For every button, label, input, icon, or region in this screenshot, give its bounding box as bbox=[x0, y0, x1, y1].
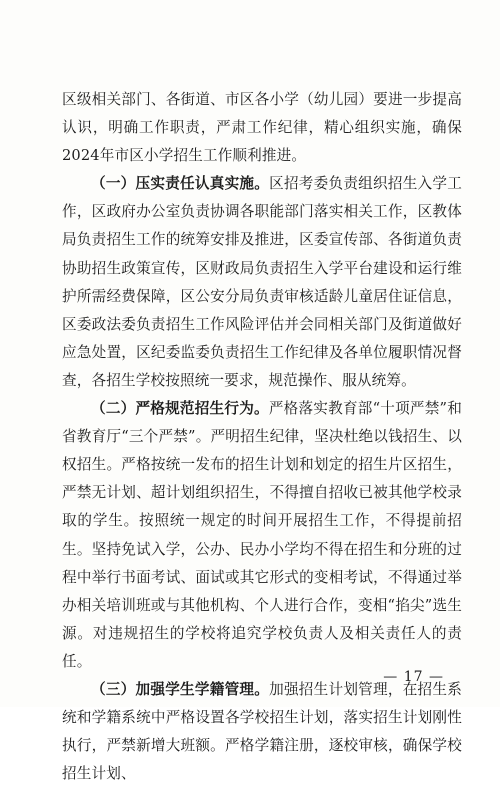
section-3 bbox=[62, 676, 462, 788]
section-2 bbox=[62, 395, 462, 676]
section-2-body: 严格落实教育部“十项严禁”和省教育厅“三个严禁”。严明招生纪律，坚决杜绝以钱招生、以权招生。严格按统一发布的招生计划和划定的招生片区招生，严禁无计划、超计划组织招生，不得擅自招收已被其他学校录取的学生。按照统一规定的时间开展招生工作，不得提前招生。坚持免试入学，公办、民办小学均不得在招生和分班的过程中举行书面考试、面试或其它形式的变相考试，不得通过举办相关培训班或与其他机构、个人进行合作，变相“掐尖”选生源。对违规招生的学校将追究学校负责人及相关责任人的责任。 bbox=[62, 400, 462, 670]
section-1-paragraph bbox=[62, 170, 462, 395]
intro-text: 区级相关部门、各街道、市区各小学（幼儿园）要进一步提高认识，明确工作职责，严肃工作纪律，精心组织实施，确保2024年市区小学招生工作顺利推进。 bbox=[62, 91, 462, 165]
section-2-heading: （二）严格规范招生行为。 bbox=[91, 400, 269, 418]
section-1-heading: （一）压实责任认真实施。 bbox=[91, 175, 270, 193]
intro-paragraph bbox=[62, 86, 462, 170]
section-1-body: 区招考委负责组织招生入学工作，区政府办公室负责协调各职能部门落实相关工作，区教体局负责招生工作的统筹安排及推进，区委宣传部、各街道负责协助招生政策宣传，区财政局负责招生入学平台建设和运行维护所需经费保障，区公安分局负责审核适龄儿童居住证信息，区委政法委负责招生工作风险评估并会同相关部门及街道做好应急处置，区纪委监委负责招生工作纪律及各单位履职情况督查，各招生学校按照统一要求，规范操作、服从统筹。 bbox=[62, 175, 462, 389]
section-3-heading: （三）加强学生学籍管理。 bbox=[91, 680, 270, 698]
section-2-paragraph bbox=[62, 395, 462, 676]
section-1 bbox=[62, 170, 462, 395]
page-number: — 17 — bbox=[383, 669, 444, 685]
section-3-body: 加强招生计划管理，在招生系统和学籍系统中严格设置各学校招生计划，落实招生计划刚性执行，严禁新增大班额。严格学籍注册，逐校审核，确保学校招生计划、 bbox=[62, 680, 462, 783]
section-3-paragraph bbox=[62, 676, 462, 788]
